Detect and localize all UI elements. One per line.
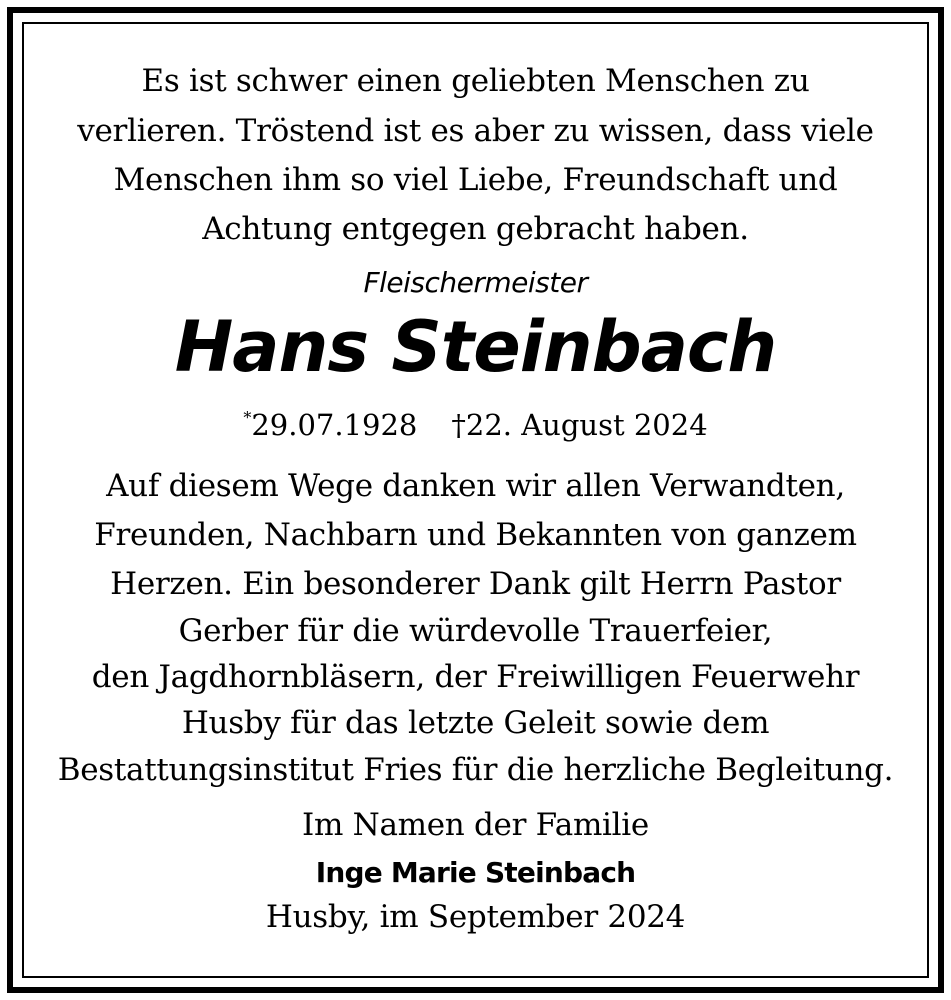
intro-line-2: verlieren. Tröstend ist es aber zu wissen, dass viele xyxy=(77,113,874,149)
thanks-line-1: Auf diesem Wege danken wir allen Verwandten, xyxy=(106,468,845,504)
thanks-line-3: Herzen. Ein besonderer Dank gilt Herrn Pastor xyxy=(110,566,841,602)
place-and-date: Husby, im September 2024 xyxy=(265,899,686,935)
deceased-title: Fleischermeister xyxy=(363,266,588,299)
thanks-line-7: Bestattungsinstitut Fries für die herzliche Begleitung. xyxy=(57,752,894,788)
on-behalf-of-family: Im Namen der Familie xyxy=(302,807,649,843)
life-dates xyxy=(0,408,951,442)
death-date: 22. August 2024 xyxy=(465,408,708,442)
thanks-line-4: Gerber für die würdevolle Trauerfeier, xyxy=(178,613,773,649)
deceased-name: Hans Steinbach xyxy=(174,306,777,388)
thanks-line-5: den Jagdhornbläsern, der Freiwilligen Feuerwehr xyxy=(91,659,860,695)
birth-date: 29.07.1928 xyxy=(251,408,418,442)
intro-line-3: Menschen ihm so viel Liebe, Freundschaft und xyxy=(113,162,838,198)
thanks-line-6: Husby für das letzte Geleit sowie dem xyxy=(181,705,770,741)
intro-line-4: Achtung entgegen gebracht haben. xyxy=(202,211,749,247)
thanks-line-2: Freunden, Nachbarn und Bekannten von ganzem xyxy=(94,517,857,553)
death-symbol: † xyxy=(451,408,466,442)
intro-line-1: Es ist schwer einen geliebten Menschen zu xyxy=(141,63,810,99)
birth-symbol: * xyxy=(243,408,252,427)
signer-name: Inge Marie Steinbach xyxy=(315,856,636,889)
